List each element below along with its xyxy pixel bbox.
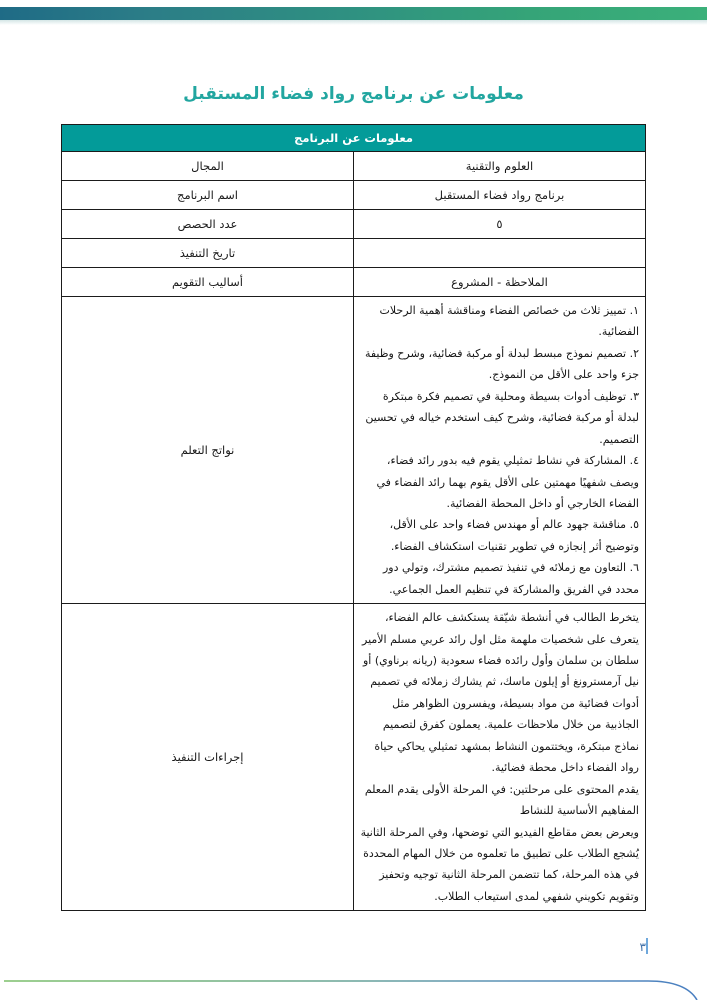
field-label-session-count: عدد الحصص <box>62 210 354 239</box>
table-row <box>62 239 646 268</box>
field-label-implementation-procedures: إجراءات التنفيذ <box>62 604 354 911</box>
implementation-procedures-content <box>354 604 646 911</box>
field-value-program-name: برنامج رواد فضاء المستقبل <box>354 181 646 210</box>
header-gradient-bar <box>0 7 707 20</box>
procedure-paragraph: يقدم المحتوى على مرحلتين: في المرحلة الأولى يقدم المعلم المفاهيم الأساسية للنشاط <box>364 782 639 818</box>
field-label-execution-date: تاريخ التنفيذ <box>62 239 354 268</box>
learning-outcome-item: ٤. المشاركة في نشاط تمثيلي يقوم فيه بدور رائد فضاء، ويصف شفهيًا مهمتين على الأقل يقوم بهما رائد الفضاء في الفضاء الخارجي أو داخل المحطة الفضائية. <box>376 454 639 510</box>
learning-outcome-item: ٢. تصميم نموذج مبسط لبدلة أو مركبة فضائية، وشرح وظيفة جزء واحد على الأقل من النموذج. <box>364 346 639 382</box>
field-label-assessment-methods: أساليب التقويم <box>62 268 354 297</box>
learning-outcome-item: ١. تمييز ثلاث من خصائص الفضاء ومناقشة أهمية الرحلات الفضائية. <box>379 304 639 339</box>
table-header-row <box>62 125 646 152</box>
field-label-learning-outcomes: نواتج التعلم <box>62 297 354 604</box>
program-information-table <box>61 124 646 911</box>
procedure-paragraph: ويعرض بعض مقاطع الفيديو التي توضحها، وفي المرحلة الثانية يُشجع الطلاب على تطبيق ما تعلموه من خلال المهام المحددة في هذه المرحلة، كما تتضمن المرحلة الثانية توجيه وتحفيز وتقويم تكويني شفهي لمدى استيعاب الطلاب. <box>360 825 639 903</box>
procedure-paragraph: يتخرط الطالب في أنشطة شيّقة يستكشف عالم الفضاء، يتعرف على شخصيات ملهمة مثل اول رائد عربي مسلم الأمير سلطان بن سلمان وأول رائده فضاء سعودية (ريانه برناوي) أو نيل آرمسترونغ أو إيلون ماسك، ثم يشارك زملائه في تصميم أدوات فضائية من مواد بسيطة، ويفسرون الظواهر مثل الجاذبية من خلال ملاحظات علمية. يعملون كفرق لتصميم نماذج مبتكرة، ويختتمون النشاط بمشهد تمثيلي يحاكي حياة رواد الفضاء داخل محطة فضائية. <box>362 611 639 775</box>
page-number <box>640 938 657 954</box>
footer-decorative-line <box>0 978 707 1000</box>
table-row <box>62 181 646 210</box>
learning-outcomes-content <box>354 297 646 604</box>
page-number-value: ٣ <box>639 940 646 954</box>
learning-outcome-item: ٥. مناقشة جهود عالم أو مهندس فضاء واحد على الأقل، وتوضيح أثر إنجازه في تطوير تقنيات استكشاف الفضاء. <box>389 518 639 553</box>
field-value-session-count: ٥ <box>354 210 646 239</box>
field-value-assessment-methods: الملاحظة - المشروع <box>354 268 646 297</box>
table-row <box>62 152 646 181</box>
field-label-field: المجال <box>62 152 354 181</box>
field-label-program-name: اسم البرنامج <box>62 181 354 210</box>
table-header-cell: معلومات عن البرنامج <box>62 125 646 152</box>
header-bar-shadow <box>0 20 707 25</box>
learning-outcome-item: ٣. توظيف أدوات بسيطة ومحلية في تصميم فكرة مبتكرة لبدلة أو مركبة فضائية، وشرح كيف استخدم خياله في تحسين التصميم. <box>365 389 639 446</box>
learning-outcome-item: ٦. التعاون مع زملائه في تنفيذ تصميم مشترك، وتولي دور محدد في الفريق والمشاركة في تنظيم العمل الجماعي. <box>382 561 639 596</box>
table-row <box>62 210 646 239</box>
page-title: معلومات عن برنامج رواد فضاء المستقبل <box>183 84 524 104</box>
table-row-learning-outcomes <box>62 297 646 604</box>
table-row <box>62 268 646 297</box>
table-row-implementation-procedures <box>62 604 646 911</box>
field-value-field: العلوم والتقنية <box>354 152 646 181</box>
field-value-execution-date <box>354 239 646 268</box>
page-number-divider-icon <box>646 938 648 954</box>
